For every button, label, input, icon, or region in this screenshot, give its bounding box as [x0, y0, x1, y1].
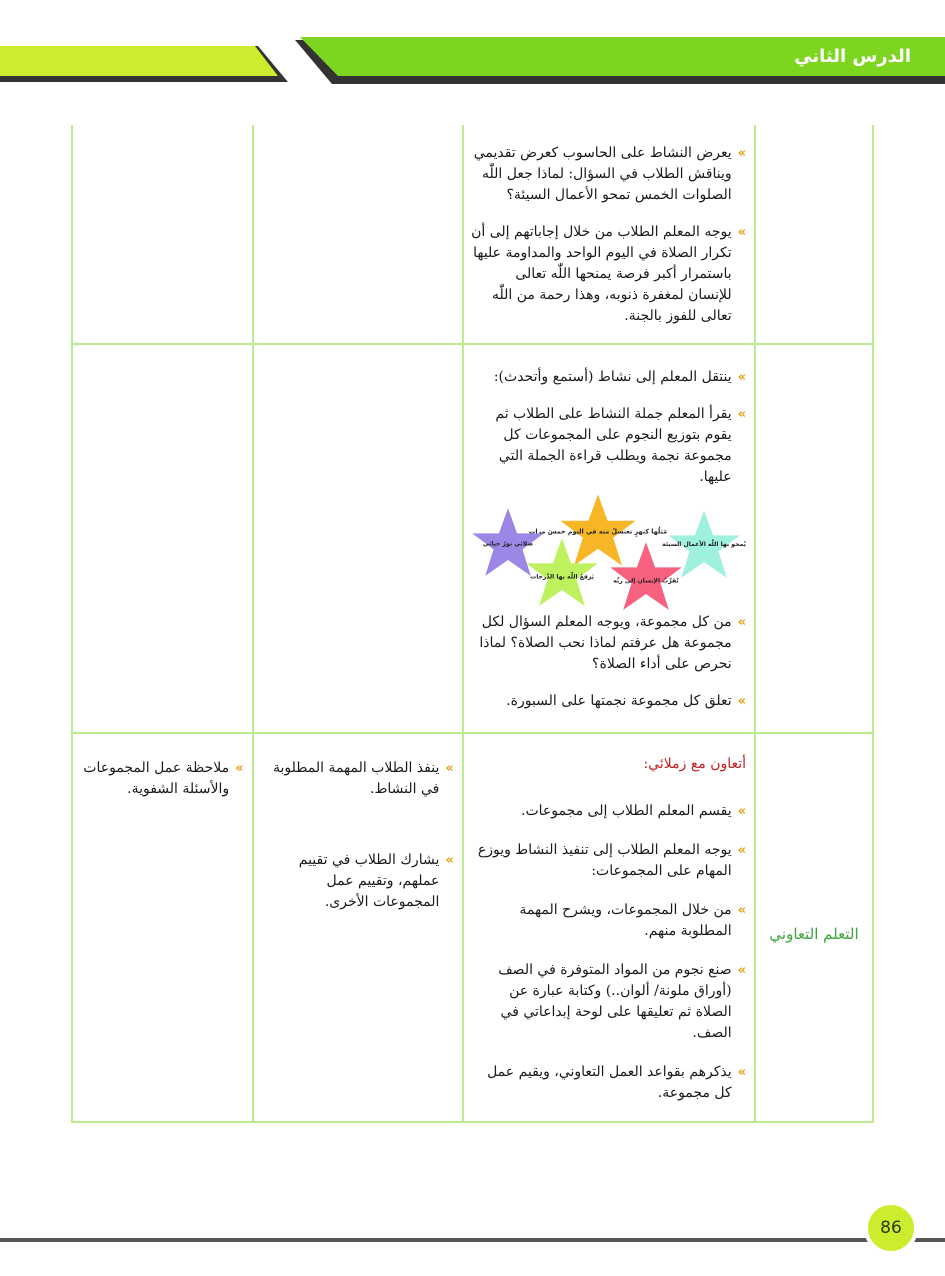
list-item: » تعلق كل مجموعة نجمتها على السبورة.: [470, 691, 746, 712]
list-item: » يوجه المعلم الطلاب إلى تنفيذ النشاط ويوزع المهام على المجموعات:: [477, 842, 747, 879]
star-text: يَرفعُ اللّٰه بها الدَّرجات: [529, 573, 594, 581]
strategy-cell: [755, 733, 873, 1122]
star-text: صلاتي نورُ حياتي: [482, 540, 533, 548]
assessment-cell: [72, 344, 253, 733]
list-item: » ملاحظة عمل المجموعات والأسئلة الشفوية.: [83, 760, 244, 797]
star-text: يُمحو بها اللّٰه الأعمال السيئة: [661, 541, 746, 548]
list-item: » يشارك الطلاب في تقييم عملهم، وتقييم عمل المجموعات الأخرى.: [298, 852, 454, 910]
list-item: » يقسم المعلم الطلاب إلى مجموعات.: [470, 801, 746, 822]
star-text: مَثلُها كنهرٍ نغتسلُ منه في اليوم خمسَ مرات: [528, 527, 667, 536]
list-item: » من كل مجموعة، ويوجه المعلم السؤال لكل مجموعة هل عرفتم لماذا نحب الصلاة؟ لماذا نحرص على أداء الصلاة؟: [479, 614, 747, 672]
star-text: تُقرِّبُ الإنسان إلى ربِّه: [613, 577, 679, 585]
section-heading: أتعاون مع زملائي:: [643, 756, 747, 772]
list-item: » يذكرهم بقواعد العمل التعاوني، ويقيم عمل كل مجموعة.: [487, 1064, 747, 1101]
footer-line: [0, 1238, 945, 1242]
list-item: » يقرأ المعلم جملة النشاط على الطلاب ثم يقوم بتوزيع النجوم على المجموعات كل مجموعة نجمة ويطلب قراءة الجملة التي عليها.: [495, 406, 747, 485]
bullet-icon: »: [737, 407, 747, 422]
student-cell: [253, 344, 463, 733]
teacher-cell: [463, 125, 755, 344]
bullet-icon: »: [445, 761, 454, 776]
student-cell: [253, 733, 463, 1122]
page-number: 86: [864, 1201, 918, 1255]
table-row: [72, 125, 873, 344]
list-item: » من خلال المجموعات، ويشرح المهمة المطلوبة منهم.: [519, 902, 747, 939]
table-row: [72, 733, 873, 1122]
strategy-cell: [755, 125, 873, 344]
strategy-label: التعلم التعاوني: [769, 925, 859, 943]
bullet-icon: »: [737, 804, 747, 819]
bullet-icon: »: [445, 853, 454, 868]
list-item: » ينفذ الطلاب المهمة المطلوبة في النشاط.: [272, 760, 454, 797]
bullet-icon: »: [737, 370, 747, 385]
star-card: [470, 506, 546, 582]
table-row: [72, 344, 873, 733]
bullet-icon: »: [737, 903, 747, 918]
teacher-cell: [463, 733, 755, 1122]
bullet-icon: »: [737, 843, 747, 858]
bullet-icon: »: [737, 146, 747, 161]
lesson-plan-table: [71, 125, 874, 1123]
assessment-cell: [72, 733, 253, 1122]
list-item: » صنع نجوم من المواد المتوفرة في الصف (أوراق ملونة/ ألوان..) وكتابة عبارة عن الصلاة ثم تعليقها على لوحة إبداعاتي في الصف.: [498, 962, 747, 1041]
bullet-icon: »: [737, 225, 747, 240]
list-item: » يوجه المعلم الطلاب من خلال إجاباتهم إلى أن تكرار الصلاة في اليوم الواحد والمداومة عليها باستمرار أكبر فرصة يمنحها اللّٰه تعالى للإنسان لمغفرة ذنوبه، وهذا رحمة من اللّٰه تعالى للفوز بالجنة.: [471, 224, 747, 324]
bullet-icon: »: [737, 694, 747, 709]
student-cell: [253, 125, 463, 344]
bullet-icon: »: [235, 761, 244, 776]
bullet-icon: »: [737, 615, 747, 630]
strategy-cell: [755, 344, 873, 733]
lesson-title: الدرس الثاني: [794, 46, 911, 67]
list-item: » ينتقل المعلم إلى نشاط (أستمع وأتحدث):: [470, 367, 746, 388]
bullet-icon: »: [737, 1065, 747, 1080]
list-item: » يعرض النشاط على الحاسوب كعرض تقديمي ويناقش الطلاب في السؤال: لماذا جعل اللّٰه الصلوات الخمس تمحو الأعمال السيئة؟: [473, 145, 747, 203]
bullet-icon: »: [737, 963, 747, 978]
teacher-cell: [463, 344, 755, 733]
stars-illustration: [470, 488, 746, 606]
assessment-cell: [72, 125, 253, 344]
